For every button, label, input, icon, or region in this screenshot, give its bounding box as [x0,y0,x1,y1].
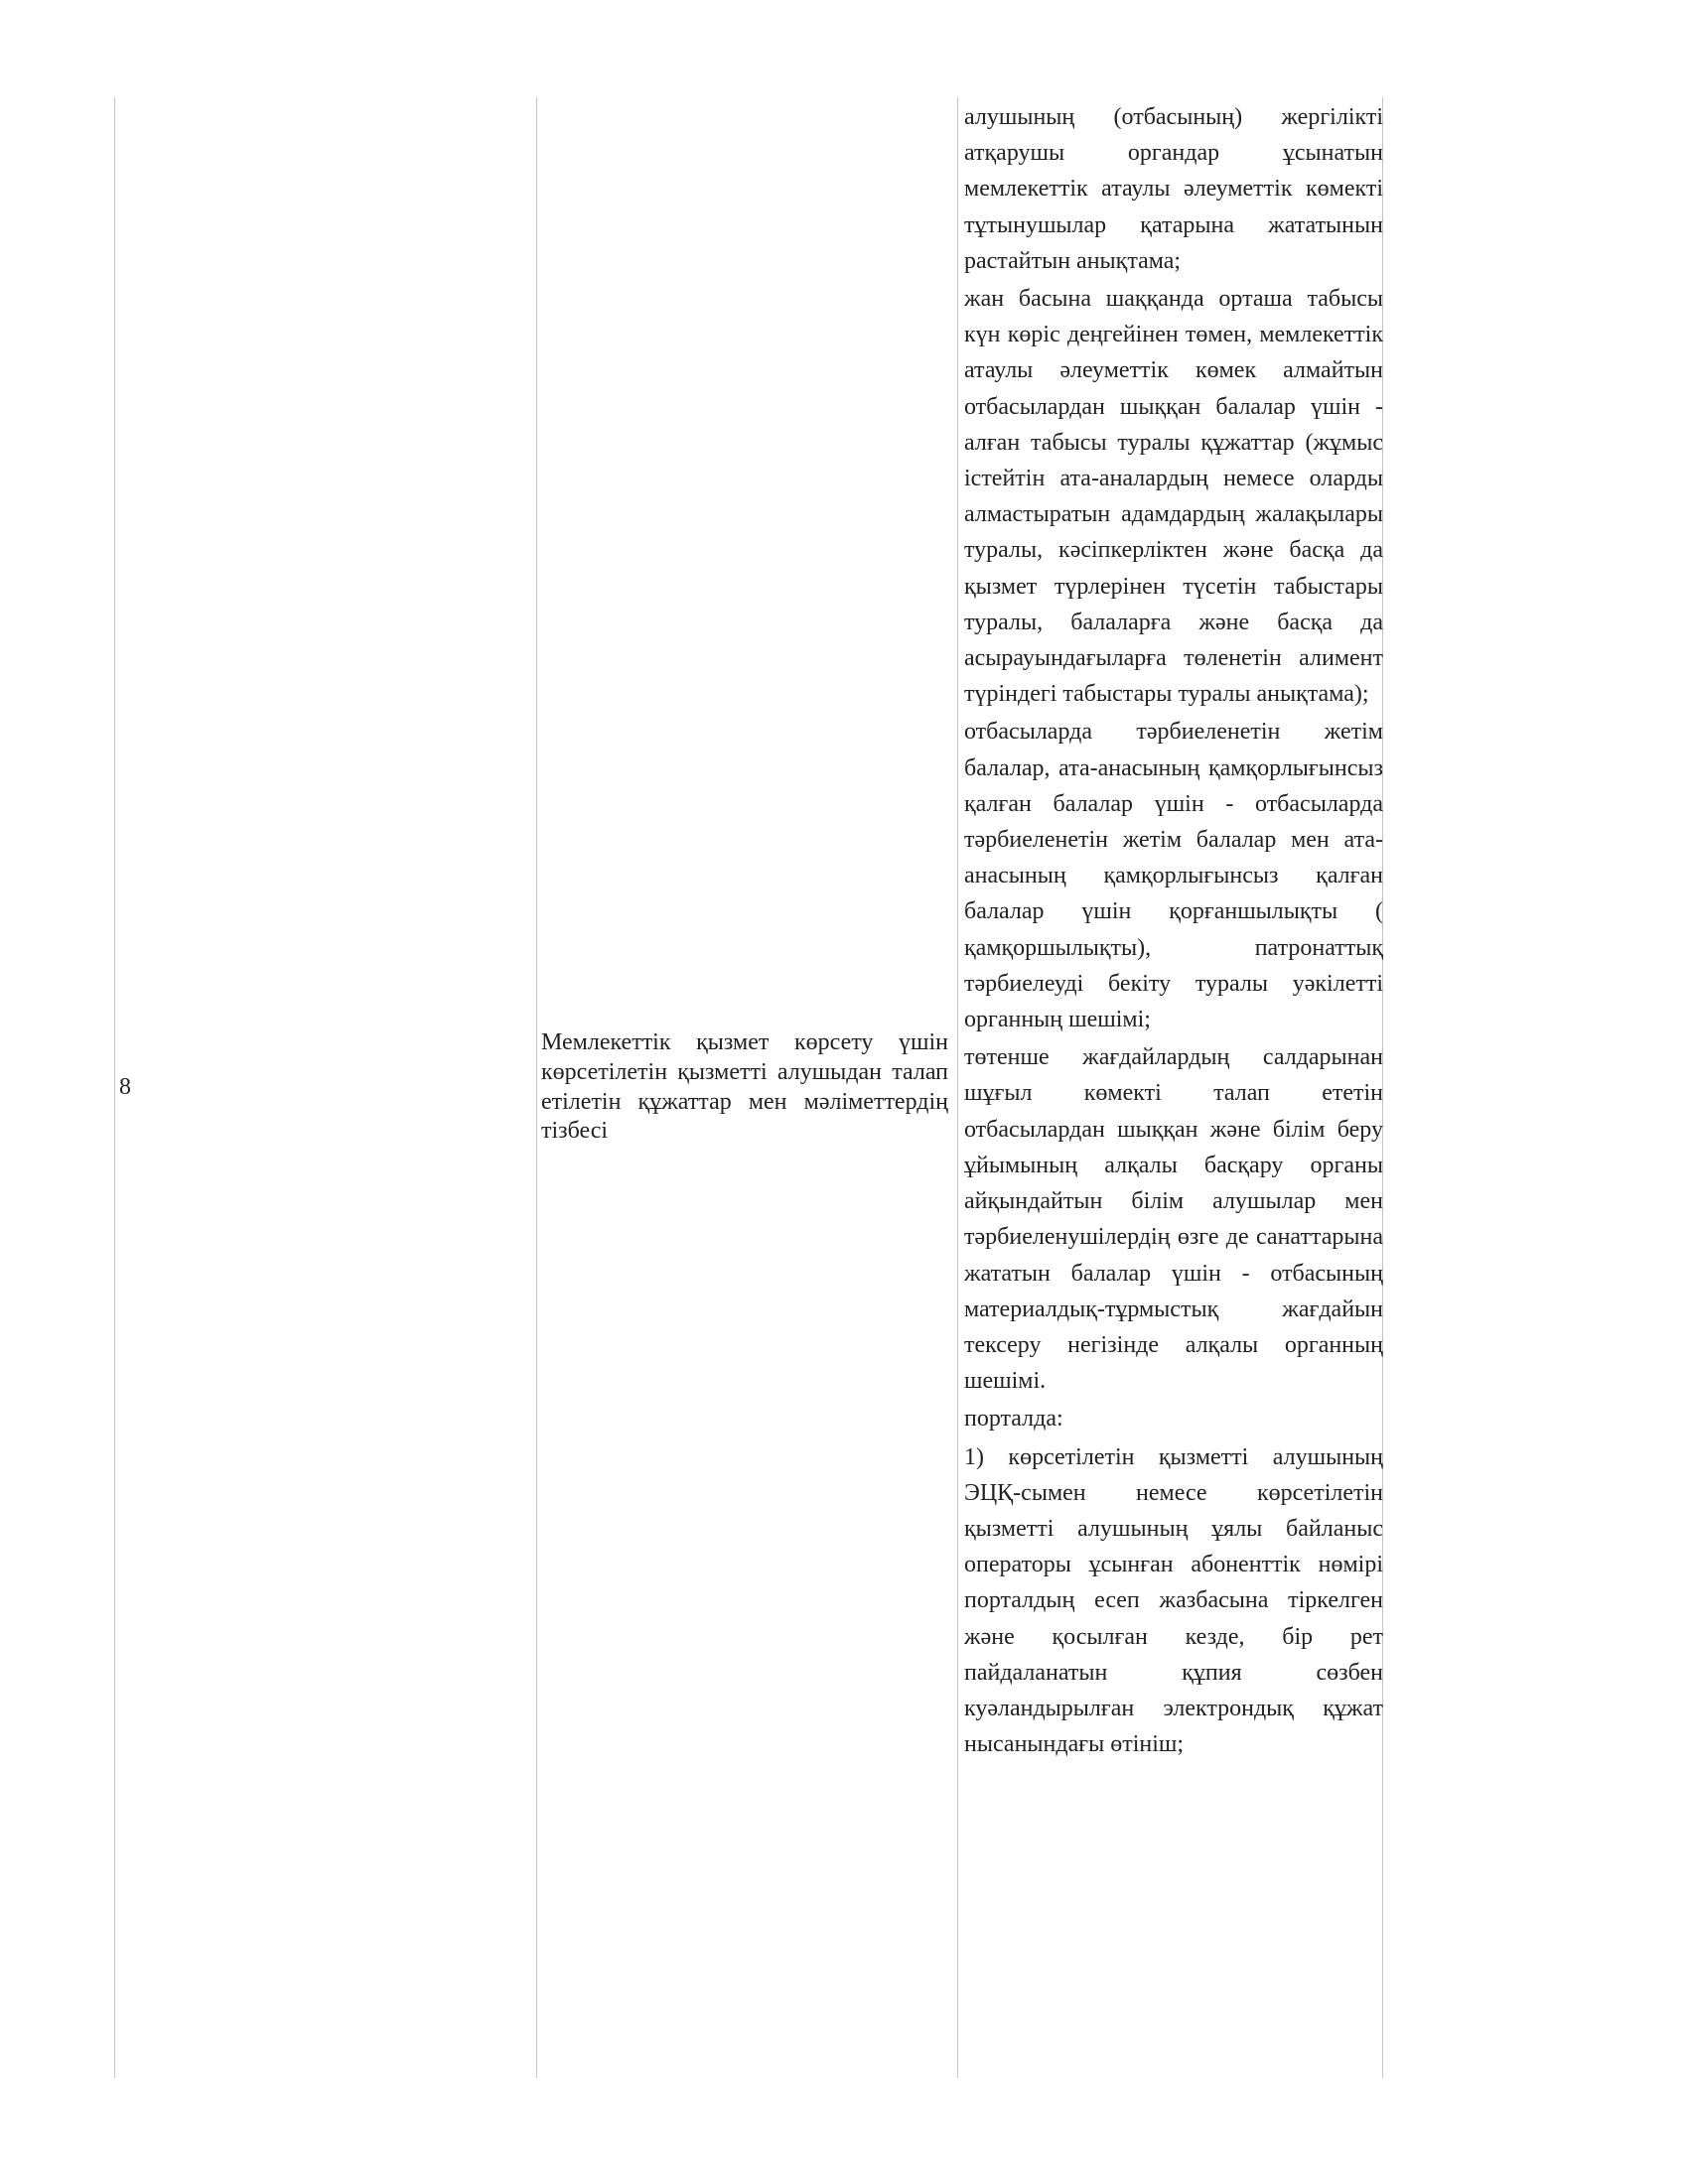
content-paragraph: порталда: [964,1406,1063,1433]
content-paragraph: отбасыларда тәрбиеленетін жетім балалар, ата-анасының қамқорлығынсыз қалған балалар үшін - отбасыларда тәрбиеленетін жетім балалар мен ата-анасының қамқорлығынсыз қалған балалар үшін қорғаншылықты ( қамқоршылықты), патронаттық тәрбиелеуді бекіту туралы уәкілетті органның шешімі; [964,719,1383,1033]
row-label-cell [541,97,948,2078]
content-paragraph: төтенше жағдайлардың салдарынан шұғыл көмекті талап ететін отбасылардан шыққан және білім беру ұйымының алқалы басқару органы айқындайтын білім алушылар мен тәрбиеленушілердің өзге де санаттарына жататын балалар үшін - отбасының материалдық-тұрмыстық жағдайын тексеру негізінде алқалы органның шешімі. [964,1044,1383,1395]
table-border-col1 [536,97,537,2078]
row-content-cell [964,99,1383,1762]
table-border-left [114,97,115,2078]
content-paragraph: алушының (отбасының) жергілікті атқарушы органдар ұсынатын мемлекеттік атаулы әлеуметтік көмекті тұтынушылар қатарына жататынын растайтын анықтама; [964,104,1383,274]
content-paragraph: 1) көрсетілетін қызметті алушының ЭЦҚ-сымен немесе көрсетілетін қызметті алушының ұялы байланыс операторы ұсынған абоненттік нөмірі порталдың есеп жазбасына тіркелген және қосылған кезде, бір рет пайдаланатын құпия сөзбен куәландырылған электрондық құжат нысанындағы өтініш; [964,1443,1383,1758]
table-border-col2 [957,97,958,2078]
row-number: 8 [119,1074,131,1100]
requirements-table [114,97,1385,2078]
content-paragraph: жан басына шаққанда орташа табысы күн көріс деңгейінен төмен, мемлекеттік атаулы әлеуметтік көмек алмайтын отбасылардан шыққан балалар үшін - алған табысы туралы құжаттар (жұмыс істейтін ата-аналардың немесе оларды алмастыратын адамдардың жалақылары туралы, кәсіпкерліктен және басқа да қызмет түрлерінен түсетін табыстары туралы, балаларға және басқа да асырауындағыларға төленетін алимент түріндегі табыстары туралы анықтама); [964,286,1383,708]
row-number-cell [119,97,179,2078]
row-label: Мемлекеттік қызмет көрсету үшін көрсетілетін қызметті алушыдан талап етілетін құжаттар мен мәліметтердің тізбесі [541,1029,948,1145]
